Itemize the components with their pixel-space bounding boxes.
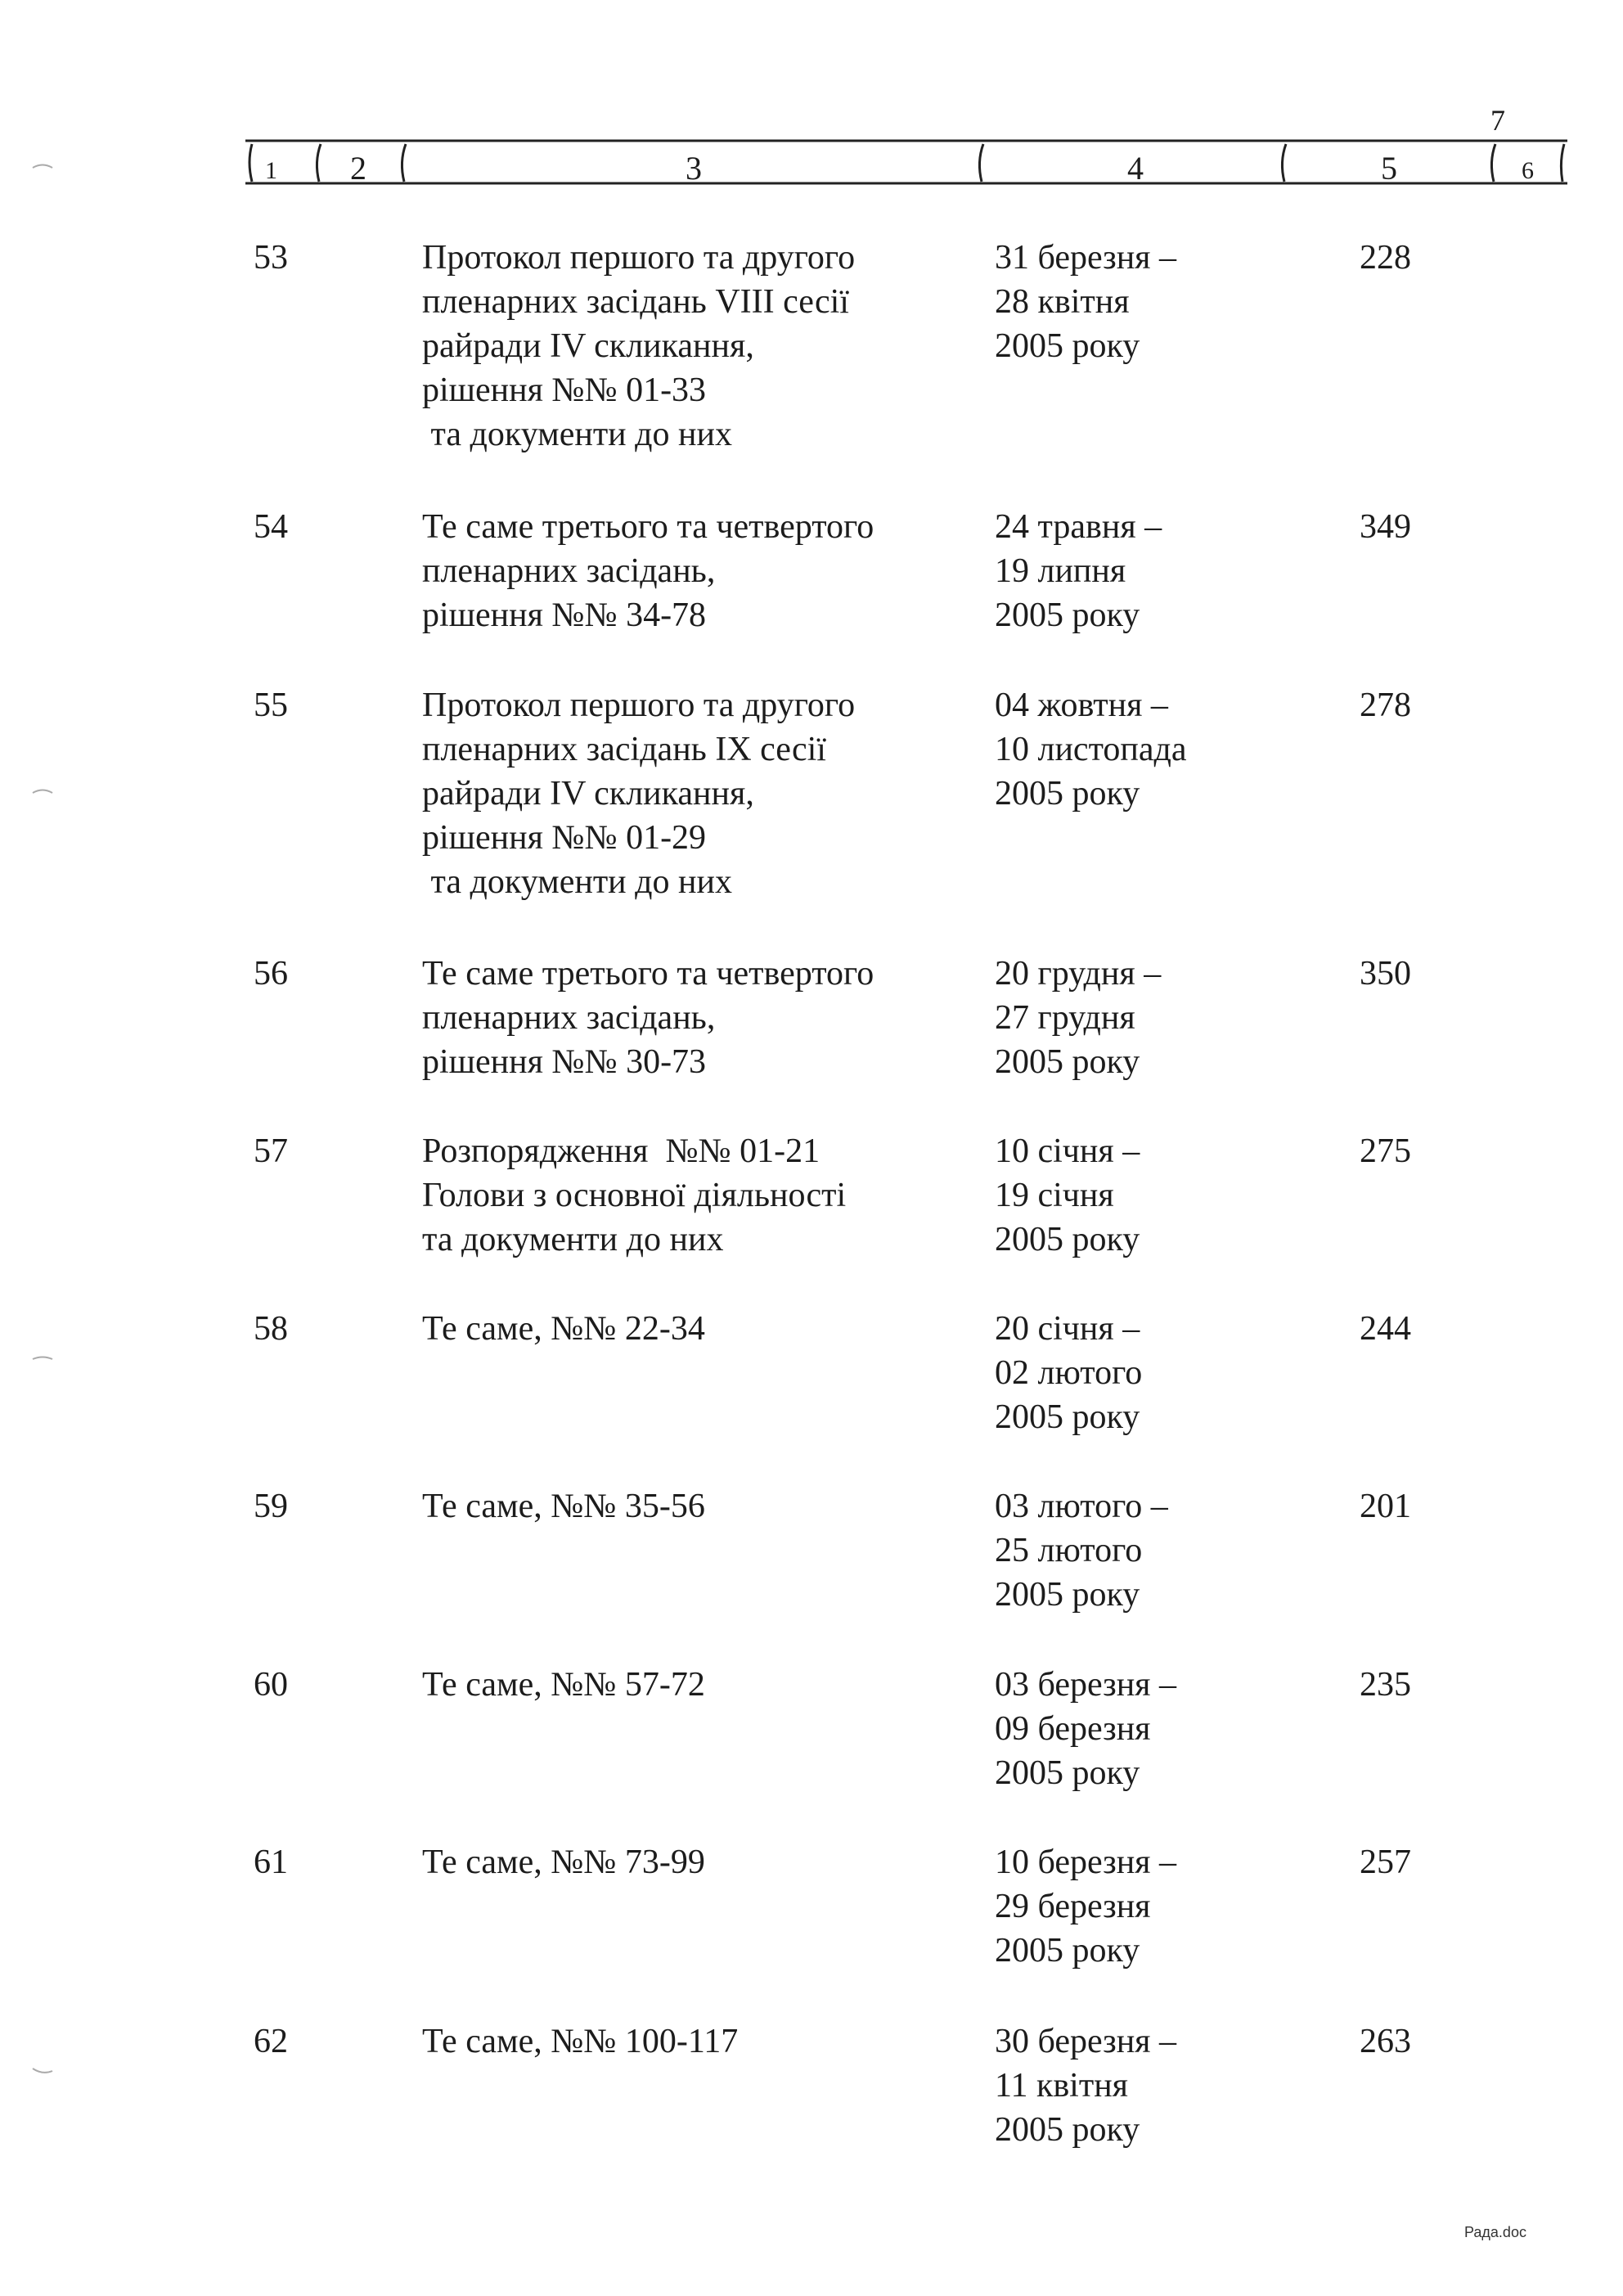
record-date-line: 19 липня bbox=[995, 552, 1126, 590]
record-number: 54 bbox=[254, 508, 288, 546]
header-col-1: 1 bbox=[265, 157, 277, 184]
record-title-line: рішення №№ 01-33 bbox=[422, 371, 707, 409]
record-date-line: 20 грудня – bbox=[995, 955, 1162, 993]
record-sheet-count: 275 bbox=[1360, 1132, 1411, 1170]
header-col-5: 5 bbox=[1381, 150, 1397, 187]
header-col-3: 3 bbox=[686, 150, 702, 187]
record-dates bbox=[995, 683, 1187, 816]
record-date-line: 09 березня bbox=[995, 1710, 1151, 1748]
record-date-line: 2005 року bbox=[995, 1754, 1140, 1792]
record-title-line: Те саме, №№ 35-56 bbox=[422, 1488, 705, 1525]
record-number: 55 bbox=[254, 687, 288, 724]
record-title-line: пленарних засідань, bbox=[422, 552, 716, 590]
record-title-line: райради IV скликання, bbox=[422, 327, 754, 365]
record-title-line: рішення №№ 30-73 bbox=[422, 1043, 707, 1081]
record-sheet-count: 201 bbox=[1360, 1488, 1411, 1525]
record-date-line: 10 березня – bbox=[995, 1844, 1176, 1881]
scan-artifact-mark bbox=[31, 786, 54, 800]
record-dates bbox=[995, 1307, 1142, 1439]
record-date-line: 10 січня – bbox=[995, 1132, 1140, 1170]
record-dates bbox=[995, 1129, 1140, 1262]
record-title-line: Те саме, №№ 73-99 bbox=[422, 1844, 705, 1881]
record-title-line: Розпорядження №№ 01-21 bbox=[422, 1132, 820, 1170]
record-date-line: 10 листопада bbox=[995, 731, 1187, 768]
scan-artifact-mark bbox=[31, 1352, 54, 1366]
record-dates bbox=[995, 505, 1162, 637]
record-title bbox=[422, 505, 874, 637]
record-date-line: 04 жовтня – bbox=[995, 687, 1168, 724]
record-date-line: 29 березня bbox=[995, 1888, 1151, 1925]
record-date-line: 31 березня – bbox=[995, 239, 1176, 277]
record-title-line: Те саме третього та четвертого bbox=[422, 955, 874, 993]
record-date-line: 20 січня – bbox=[995, 1310, 1140, 1348]
record-date-line: 2005 року bbox=[995, 327, 1140, 365]
record-title-line: та документи до них bbox=[422, 863, 732, 901]
record-date-line: 2005 року bbox=[995, 2111, 1140, 2149]
record-date-line: 2005 року bbox=[995, 775, 1140, 813]
record-date-line: 19 січня bbox=[995, 1177, 1114, 1214]
record-number: 58 bbox=[254, 1310, 288, 1348]
record-title bbox=[422, 1129, 846, 1262]
record-title-line: та документи до них bbox=[422, 1221, 724, 1258]
header-col-2: 2 bbox=[350, 150, 366, 187]
record-date-line: 2005 року bbox=[995, 1398, 1140, 1436]
scan-artifact-mark bbox=[31, 2064, 54, 2078]
page-number: 7 bbox=[1490, 104, 1505, 137]
record-title bbox=[422, 683, 855, 904]
record-date-line: 30 березня – bbox=[995, 2023, 1176, 2060]
record-title-line: Те саме, №№ 100-117 bbox=[422, 2023, 739, 2060]
record-date-line: 2005 року bbox=[995, 597, 1140, 634]
record-title-line: пленарних засідань, bbox=[422, 999, 716, 1037]
record-sheet-count: 228 bbox=[1360, 239, 1411, 277]
record-date-line: 2005 року bbox=[995, 1932, 1140, 1970]
record-title-line: та документи до них bbox=[422, 416, 732, 453]
header-col-6: 6 bbox=[1522, 157, 1534, 184]
record-title-line: рішення №№ 34-78 bbox=[422, 597, 707, 634]
record-number: 62 bbox=[254, 2023, 288, 2060]
record-number: 53 bbox=[254, 239, 288, 277]
record-dates bbox=[995, 1484, 1168, 1617]
record-date-line: 02 лютого bbox=[995, 1354, 1143, 1392]
record-dates bbox=[995, 2019, 1176, 2152]
record-title bbox=[422, 1840, 705, 1884]
record-title-line: райради IV скликання, bbox=[422, 775, 754, 813]
record-date-line: 25 лютого bbox=[995, 1532, 1143, 1569]
record-dates bbox=[995, 1663, 1176, 1795]
record-number: 60 bbox=[254, 1666, 288, 1704]
record-number: 57 bbox=[254, 1132, 288, 1170]
record-date-line: 27 грудня bbox=[995, 999, 1135, 1037]
record-title bbox=[422, 1663, 705, 1707]
record-dates bbox=[995, 952, 1161, 1084]
record-sheet-count: 350 bbox=[1360, 955, 1411, 993]
record-number: 56 bbox=[254, 955, 288, 993]
record-title-line: Те саме третього та четвертого bbox=[422, 508, 874, 546]
record-date-line: 2005 року bbox=[995, 1576, 1140, 1614]
record-number: 59 bbox=[254, 1488, 288, 1525]
record-sheet-count: 235 bbox=[1360, 1666, 1411, 1704]
record-title bbox=[422, 952, 874, 1084]
record-title bbox=[422, 1307, 705, 1351]
record-date-line: 2005 року bbox=[995, 1221, 1140, 1258]
record-date-line: 03 лютого – bbox=[995, 1488, 1168, 1525]
record-sheet-count: 263 bbox=[1360, 2023, 1411, 2060]
record-title bbox=[422, 236, 855, 457]
record-number: 61 bbox=[254, 1844, 288, 1881]
record-title-line: Протокол першого та другого bbox=[422, 239, 856, 277]
record-dates bbox=[995, 1840, 1176, 1973]
record-date-line: 11 квітня bbox=[995, 2067, 1128, 2105]
record-title bbox=[422, 2019, 738, 2064]
record-title bbox=[422, 1484, 705, 1528]
header-col-4: 4 bbox=[1127, 150, 1144, 187]
record-date-line: 03 березня – bbox=[995, 1666, 1176, 1704]
record-title-line: пленарних засідань IX сесії bbox=[422, 731, 826, 768]
record-date-line: 24 травня – bbox=[995, 508, 1162, 546]
record-date-line: 28 квітня bbox=[995, 283, 1130, 321]
record-sheet-count: 244 bbox=[1360, 1310, 1411, 1348]
record-sheet-count: 257 bbox=[1360, 1844, 1411, 1881]
record-title-line: Те саме, №№ 57-72 bbox=[422, 1666, 705, 1704]
footer-filename: Рада.doc bbox=[1464, 2224, 1526, 2240]
scan-artifact-mark bbox=[31, 160, 54, 175]
record-title-line: рішення №№ 01-29 bbox=[422, 819, 707, 857]
record-title-line: Голови з основної діяльності bbox=[422, 1177, 847, 1214]
record-date-line: 2005 року bbox=[995, 1043, 1140, 1081]
column-header-strip bbox=[245, 137, 1567, 187]
record-sheet-count: 278 bbox=[1360, 687, 1411, 724]
record-title-line: Те саме, №№ 22-34 bbox=[422, 1310, 705, 1348]
record-title-line: пленарних засідань VIII сесії bbox=[422, 283, 849, 321]
record-sheet-count: 349 bbox=[1360, 508, 1411, 546]
record-title-line: Протокол першого та другого bbox=[422, 687, 856, 724]
record-dates bbox=[995, 236, 1176, 368]
